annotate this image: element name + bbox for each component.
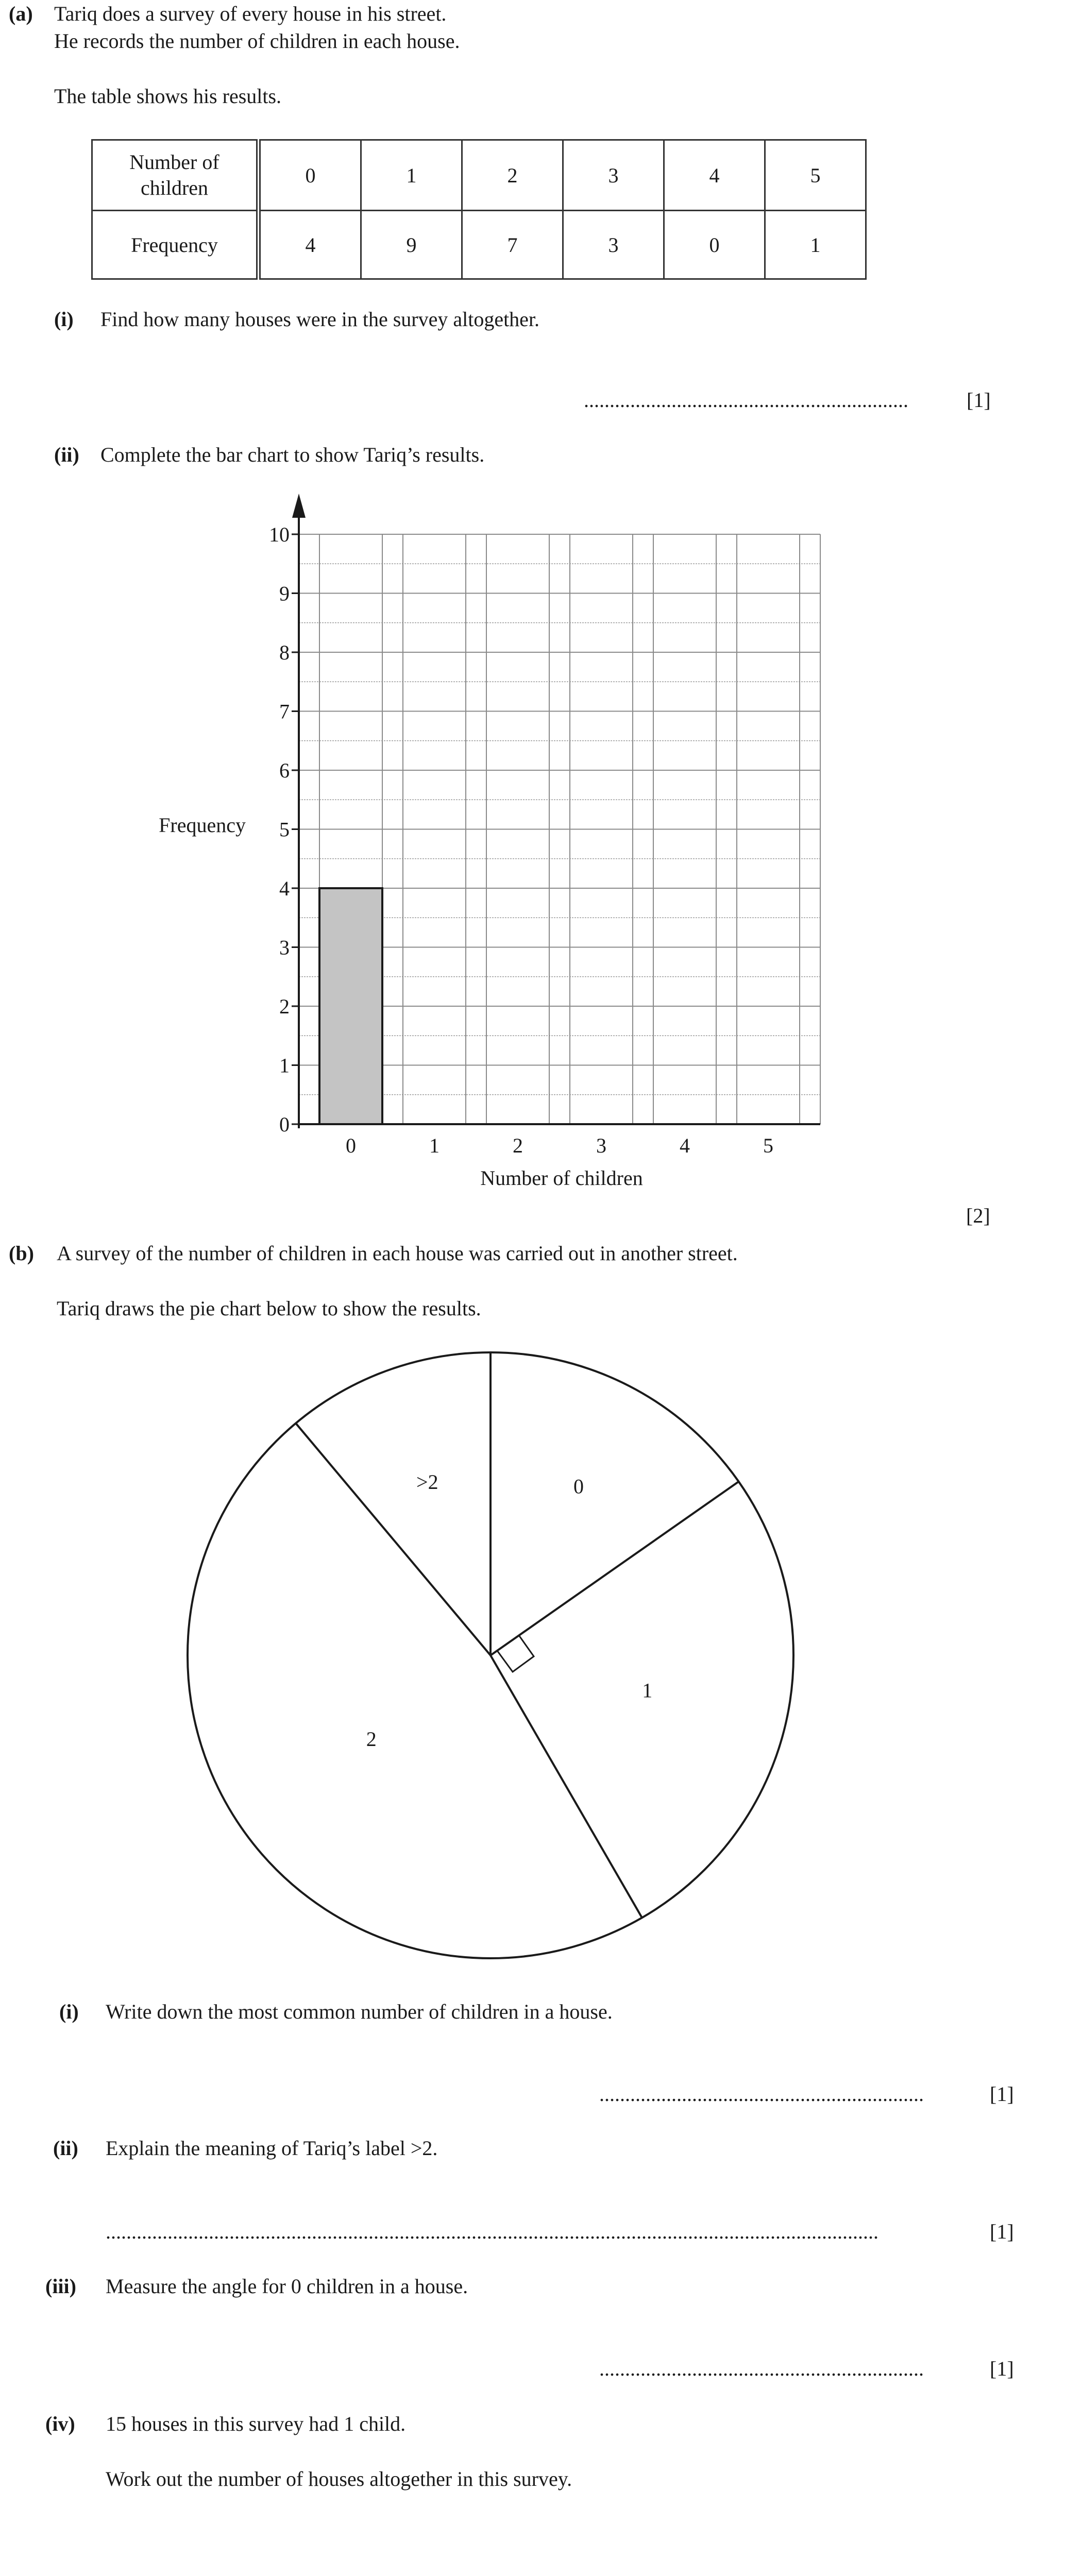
question-b-ii-label: (ii) bbox=[53, 2137, 78, 2160]
table-cell: 9 bbox=[361, 211, 462, 279]
y-tick-label: 10 bbox=[269, 523, 290, 546]
question-a-i-label: (i) bbox=[54, 308, 74, 331]
x-tick-label: 0 bbox=[346, 1134, 356, 1157]
pie-sector-boundary bbox=[296, 1423, 491, 1655]
question-a-i-text: Find how many houses were in the survey altogether. bbox=[100, 308, 540, 331]
y-tick-label: 3 bbox=[279, 936, 290, 959]
question-a-ii-label: (ii) bbox=[54, 443, 79, 466]
x-tick-label: 5 bbox=[763, 1134, 773, 1157]
y-tick-label: 1 bbox=[279, 1054, 290, 1077]
table-cell: 0 bbox=[259, 140, 361, 211]
table-cell: 1 bbox=[361, 140, 462, 211]
table-cell: 7 bbox=[462, 211, 563, 279]
answer-line-b-ii[interactable]: ...................................................................................................................................................... bbox=[106, 2222, 878, 2242]
pie-label-3: >2 bbox=[416, 1470, 438, 1494]
part-b-label: (b) bbox=[9, 1242, 34, 1265]
table-intro: The table shows his results. bbox=[54, 84, 282, 108]
question-b-iii-label: (iii) bbox=[45, 2275, 76, 2298]
pie-sector-boundary bbox=[491, 1655, 642, 1918]
part-b-intro: A survey of the number of children in each house was carried out in another street. bbox=[57, 1242, 738, 1265]
question-b-iv-label: (iv) bbox=[45, 2412, 75, 2435]
pie-intro: Tariq draws the pie chart below to show the results. bbox=[57, 1297, 481, 1320]
table-cell: 3 bbox=[563, 211, 664, 279]
y-tick-label: 9 bbox=[279, 582, 290, 605]
part-a-label: (a) bbox=[9, 2, 33, 25]
y-tick-label: 0 bbox=[279, 1113, 290, 1136]
pie-sector-lines bbox=[296, 1352, 739, 1918]
x-tick-label: 4 bbox=[680, 1134, 690, 1157]
pie-sector-labels bbox=[366, 1470, 652, 1751]
table-cell: 3 bbox=[563, 140, 664, 211]
table-cell: 2 bbox=[462, 140, 563, 211]
y-tick-label: 4 bbox=[279, 877, 290, 900]
pie-label-1: 1 bbox=[642, 1679, 653, 1702]
table-cell: 0 bbox=[664, 211, 765, 279]
y-tick-label: 5 bbox=[279, 818, 290, 841]
y-tick-label: 7 bbox=[279, 700, 290, 723]
y-tick-label: 6 bbox=[279, 759, 290, 782]
x-axis-label: Number of children bbox=[480, 1166, 643, 1190]
y-axis-label: Frequency bbox=[159, 814, 246, 837]
question-b-iv-text2: Work out the number of houses altogether in this survey. bbox=[106, 2467, 572, 2490]
pie-sector-boundary bbox=[491, 1482, 739, 1655]
intro-line-2: He records the number of children in each house. bbox=[54, 29, 460, 53]
x-tick-label: 2 bbox=[513, 1134, 523, 1157]
x-tick-label: 1 bbox=[429, 1134, 439, 1157]
right-angle-marker bbox=[497, 1635, 534, 1672]
pie-label-0: 0 bbox=[573, 1475, 584, 1498]
question-a-ii-text: Complete the bar chart to show Tariq’s results. bbox=[100, 443, 485, 466]
y-tick-label: 8 bbox=[279, 641, 290, 664]
intro-line-1: Tariq does a survey of every house in his street. bbox=[54, 2, 447, 25]
answer-line-a-i[interactable]: ............................................................... bbox=[584, 390, 908, 411]
table-header-frequency: Frequency bbox=[92, 211, 259, 279]
question-b-iv-text: 15 houses in this survey had 1 child. bbox=[106, 2412, 406, 2435]
table-header-children-line2: children bbox=[140, 176, 209, 199]
marks-a-i: [1] bbox=[967, 388, 991, 412]
table-cell: 4 bbox=[664, 140, 765, 211]
table-cell: 4 bbox=[259, 211, 361, 279]
y-tick-label: 2 bbox=[279, 995, 290, 1018]
answer-line-b-i[interactable]: ............................................................... bbox=[599, 2084, 924, 2105]
table-cell: 5 bbox=[765, 140, 866, 211]
question-b-ii-text: Explain the meaning of Tariq’s label >2. bbox=[106, 2137, 438, 2160]
answer-line-b-iii[interactable]: ............................................................... bbox=[599, 2359, 924, 2379]
table-header-children-line1: Number of bbox=[129, 150, 219, 174]
marks-b-iii: [1] bbox=[990, 2357, 1014, 2380]
pie-label-2: 2 bbox=[366, 1727, 377, 1751]
marks-b-ii: [1] bbox=[990, 2220, 1014, 2243]
x-tick-label: 3 bbox=[596, 1134, 606, 1157]
question-b-i-label: (i) bbox=[59, 2000, 79, 2023]
table-cell: 1 bbox=[765, 211, 866, 279]
marks-b-i: [1] bbox=[990, 2082, 1014, 2106]
question-b-iii-text: Measure the angle for 0 children in a house. bbox=[106, 2275, 468, 2298]
marks-a-ii: [2] bbox=[966, 1204, 990, 1227]
question-b-i-text: Write down the most common number of children in a house. bbox=[106, 2000, 613, 2023]
